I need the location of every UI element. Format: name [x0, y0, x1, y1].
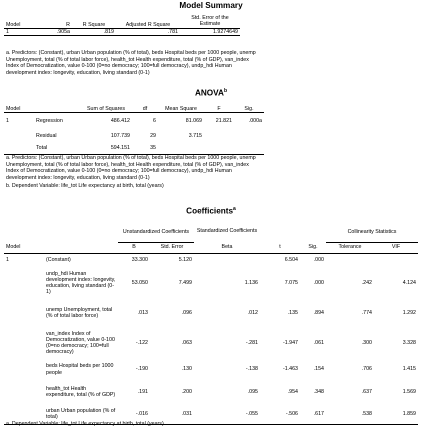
coef-header-model: Model	[6, 244, 21, 251]
note-line: a. Predictors: (Constant), urban Urban population (% of total), beds Hospital beds per 1000 people, unemp	[6, 50, 256, 56]
coef-cell-se: .096	[181, 309, 192, 316]
table-row	[4, 300, 418, 326]
anova-cell: 486.412	[110, 117, 130, 124]
coefficients-note	[6, 421, 164, 428]
anova-cell: 81.069	[185, 117, 202, 124]
coef-cell-model	[4, 300, 44, 326]
anova-header-model: Model	[6, 106, 21, 112]
anova-cell: .000a	[248, 117, 262, 124]
coef-cell-se: .063	[181, 339, 192, 346]
coef-cell-se: 5.120	[178, 256, 192, 263]
coef-cell-b: -.122	[135, 339, 148, 346]
anova-cell	[204, 143, 234, 155]
coef-cell-se: .031	[181, 411, 192, 418]
ms-header-r: R	[66, 21, 70, 28]
note-line: Index of Democratization, value 0-100 (0=no democracy; 100=full democracy), undp_hdi Human	[6, 168, 232, 175]
anova-cell: 6	[153, 117, 156, 124]
anova-cell: Residual	[36, 132, 57, 139]
coef-cell-model: 1	[6, 256, 9, 263]
ms-cell-adj-r-square: .781	[167, 28, 178, 35]
coef-header-t: t	[279, 244, 281, 251]
coef-header-tolerance: Tolerance	[338, 244, 362, 251]
note-line: Unemployment, total (% of total labor force), health_tot Health expenditure, total (% of GDP), van_index	[6, 56, 249, 63]
ms-header-adj-r-square: Adjusted R Square	[125, 21, 171, 28]
coefficients-table	[4, 222, 418, 425]
coef-cell-beta: -.055	[245, 411, 258, 418]
coefficients-title	[0, 206, 422, 216]
coef-cell-beta: -.138	[245, 366, 258, 373]
coef-header-sig: Sig.	[308, 244, 318, 251]
anova-header-df: df	[142, 106, 148, 112]
anova-cell	[234, 129, 264, 143]
anova-cell: 1	[6, 117, 9, 124]
coef-cell-tolerance: .706	[361, 366, 372, 373]
coef-cell-beta: .095	[247, 388, 258, 395]
coef-cell-label: urban Urban population (% of total)	[46, 408, 116, 421]
coef-cell-tolerance: .300	[361, 339, 372, 346]
anova-table	[4, 106, 264, 155]
ms-cell-r: .905a	[56, 28, 70, 35]
coef-cell-b: -.190	[135, 366, 148, 373]
coef-cell-se: .130	[181, 366, 192, 373]
table-row	[4, 266, 418, 300]
coef-cell-b: .013	[137, 309, 148, 316]
anova-title	[0, 88, 422, 98]
coef-cell-model	[4, 266, 44, 300]
coef-cell-sig: .894	[313, 309, 324, 316]
coef-cell-label: (Constant)	[46, 256, 71, 263]
coef-header-spacer	[300, 222, 326, 242]
table-row	[4, 326, 418, 360]
anova-cell: 594.151	[110, 145, 130, 152]
ms-header-r-square: R Square	[82, 21, 106, 28]
coef-cell-b: 33.300	[131, 256, 148, 263]
ms-cell-model: 1	[6, 28, 9, 35]
anova-cell	[158, 143, 204, 155]
note-line: a. Dependent Variable: life_tot Life expectancy at birth, total (years)	[6, 421, 164, 427]
model-summary-table	[4, 16, 240, 36]
model-summary-title: Model Summary	[179, 1, 243, 10]
coef-header-spacer	[44, 222, 118, 242]
coef-cell-sig: .348	[313, 388, 324, 395]
coef-cell-beta: -.281	[245, 339, 258, 346]
coef-cell-t: 7.075	[284, 279, 298, 286]
ms-cell-std-error: 1.9274649	[212, 28, 238, 35]
coef-cell-model	[4, 326, 44, 360]
ms-header-std-error: Std. Error of the Estimate	[191, 15, 229, 27]
coef-cell-label: health_tot Health expenditure, total (% of GDP)	[46, 385, 116, 398]
note-line: development index: longevity, education, living standard (0-1)	[6, 174, 150, 181]
coef-cell-t: .135	[287, 309, 298, 316]
coef-header-vif: VIF	[391, 244, 401, 251]
coef-cell-label: van_index Index of Democratization, value 0-100 (0=no democracy; 100=full democracy)	[46, 330, 115, 356]
anova-header-ss: Sum of Squares	[87, 106, 125, 112]
anova-header-blank	[34, 106, 80, 113]
table-row	[4, 360, 418, 379]
coef-header-b: B	[132, 244, 136, 251]
coef-cell-t: -1.463	[282, 366, 298, 373]
coef-cell-tolerance: .538	[361, 411, 372, 418]
anova-cell	[4, 143, 34, 155]
table-row	[4, 129, 264, 143]
coef-cell-sig: .000	[313, 279, 324, 286]
coef-cell-label: beds Hospital beds per 1000 people	[46, 363, 114, 376]
coefficients-title-text: Coefficients	[186, 206, 234, 216]
coef-cell-beta	[194, 253, 260, 266]
anova-header-f: F	[217, 106, 221, 112]
note-line: development index: longevity, education, living standard (0-1)	[6, 69, 150, 76]
coef-header-spacer	[4, 222, 44, 242]
anova-cell: 3.715	[188, 132, 202, 139]
anova-title-sup: b	[223, 88, 228, 94]
coef-cell-se: .200	[181, 388, 192, 395]
coef-cell-beta: 1.136	[244, 279, 258, 286]
coef-cell-b: 53.050	[131, 279, 148, 286]
coef-header-blank	[44, 242, 118, 253]
anova-cell: Total	[36, 145, 48, 152]
anova-cell: Regression	[36, 117, 63, 124]
table-row	[4, 253, 418, 266]
coef-cell-b: -.016	[135, 411, 148, 418]
coef-cell-label: unemp Unemployment, total (% of total labor force)	[46, 306, 113, 319]
coef-cell-tolerance: .774	[361, 309, 372, 316]
coef-cell-vif: 3.328	[402, 339, 416, 346]
model-summary-note	[6, 50, 256, 76]
coef-cell-sig: .617	[313, 411, 324, 418]
coef-cell-vif: 1.292	[402, 309, 416, 316]
coef-cell-model	[4, 360, 44, 379]
anova-title-text: ANOVA	[194, 88, 224, 98]
anova-cell: 35	[150, 145, 156, 152]
coef-cell-model	[4, 379, 44, 405]
coef-cell-tolerance	[326, 253, 374, 266]
anova-cell	[204, 129, 234, 143]
anova-header-ms: Mean Square	[165, 106, 197, 112]
ms-header-model: Model	[6, 21, 21, 28]
coef-cell-tolerance: .242	[361, 279, 372, 286]
coef-cell-t: .954	[287, 388, 298, 395]
ms-cell-r-square: .819	[103, 28, 114, 35]
coef-cell-label: undp_hdi Human development index: longevity, education, living standard (0-1)	[46, 270, 116, 296]
table-row	[4, 28, 240, 35]
anova-cell	[4, 129, 34, 143]
coef-cell-t: -1.947	[282, 339, 298, 346]
anova-cell: 29	[150, 132, 156, 139]
coef-cell-vif: 1.569	[402, 388, 416, 395]
note-line: b. Dependent Variable: life_tot Life expectancy at birth, total (years)	[6, 183, 164, 190]
anova-note	[6, 155, 256, 190]
note-line: Index of Democratization, value 0-100 (0=no democracy; 100=full democracy), undp_hdi Human	[6, 63, 232, 70]
coef-cell-t: 6.504	[284, 256, 298, 263]
coefficients-title-sup: a	[233, 206, 236, 212]
coef-cell-t: -.506	[285, 411, 298, 418]
coef-cell-sig: .061	[313, 339, 324, 346]
coef-cell-tolerance: .637	[361, 388, 372, 395]
coef-cell-b: .191	[137, 388, 148, 395]
anova-cell	[234, 143, 264, 155]
table-row	[4, 379, 418, 405]
note-line: a. Predictors: (Constant), urban Urban population (% of total), beds Hospital beds per 1000 people, unemp	[6, 155, 256, 161]
coef-cell-sig: .154	[313, 366, 324, 373]
coef-group-unstd: Unstandardized Coefficients	[118, 222, 194, 242]
coef-cell-sig: .000	[313, 256, 324, 263]
note-line: Unemployment, total (% of total labor force), health_tot Health expenditure, total (% of GDP), van_index	[6, 161, 249, 168]
table-row	[4, 143, 264, 155]
coef-header-se: Std. Error	[160, 244, 184, 251]
coef-cell-vif	[374, 253, 418, 266]
coef-cell-vif: 1.859	[402, 411, 416, 418]
coef-header-spacer	[260, 222, 300, 242]
table-row	[4, 113, 264, 129]
coef-cell-se: 7.499	[178, 279, 192, 286]
anova-header-sig: Sig.	[244, 106, 254, 112]
coef-cell-beta: .012	[247, 309, 258, 316]
coef-cell-vif: 4.124	[402, 279, 416, 286]
coef-group-collinearity: Collinearity Statistics	[326, 222, 418, 242]
anova-cell: 107.739	[110, 132, 130, 139]
coef-header-beta: Beta	[221, 244, 233, 251]
anova-cell: 21.821	[215, 117, 232, 124]
coef-cell-vif: 1.415	[402, 366, 416, 373]
coef-group-std: Standardized Coefficients	[196, 228, 258, 235]
